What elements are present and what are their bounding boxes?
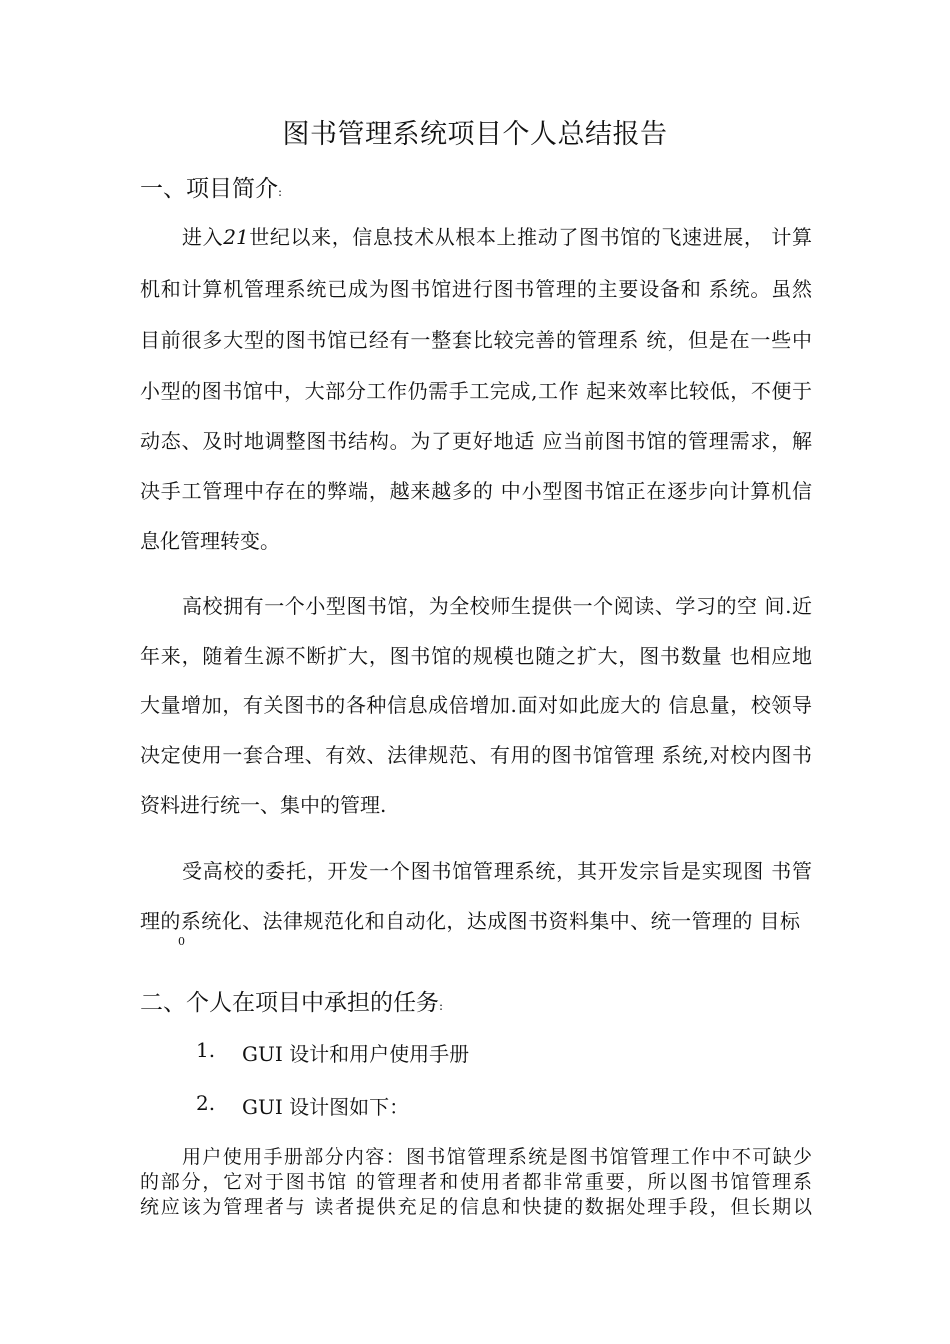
paragraph-1-line-4: 小型的图书馆中，大部分工作仍需手工完成,工作 起来效率比较低，不便于 (140, 379, 812, 403)
paragraph-3-line-1: 受高校的委托，开发一个图书馆管理系统，其开发宗旨是实现图 书管 (182, 859, 812, 883)
list-item-number: 2. (196, 1091, 216, 1115)
paragraph-1-line-6: 决手工管理中存在的弊端，越来越多的 中小型图书馆正在逐步向计算机信 (140, 479, 812, 503)
p1-l1-text-b: 世纪以来，信息技术从根本上推动了图书馆的飞速进展， 计算 (248, 225, 813, 249)
paragraph-4-line-3: 统应该为管理者与 读者提供充足的信息和快捷的数据处理手段，但长期以 (140, 1196, 812, 1218)
section-heading-1 (140, 170, 282, 203)
paragraph-4-line-2: 的部分，它对于图书馆 的管理者和使用者都非常重要，所以图书馆管理系 (140, 1171, 812, 1193)
p1-l1-text-a: 进入 (182, 225, 224, 249)
section-heading-1-text: 一、项目简介 (140, 176, 278, 202)
paragraph-1-line-7: 息化管理转变。 (140, 529, 280, 553)
section-heading-2-colon: : (439, 999, 444, 1013)
section-heading-1-colon: : (278, 185, 283, 199)
paragraph-3-line-2: 理的系统化、法律规范化和自动化，达成图书资料集中、统一管理的 目标 (140, 909, 800, 933)
paragraph-1-line-1 (182, 221, 812, 250)
document-title: 图书管理系统项目个人总结报告 (282, 119, 668, 150)
list-item-number: 1. (196, 1038, 216, 1062)
paragraph-2-line-4: 决定使用一套合理、有效、法律规范、有用的图书馆管理 系统,对校内图书 (140, 743, 812, 767)
paragraph-1-line-5: 动态、及时地调整图书结构。为了更好地适 应当前图书馆的管理需求，解 (140, 429, 812, 453)
paragraph-2-line-2: 年来，随着生源不断扩大，图书馆的规模也随之扩大，图书数量 也相应地 (140, 644, 812, 668)
paragraph-4-line-1: 用户使用手册部分内容：图书馆管理系统是图书馆管理工作中不可缺少 (182, 1146, 812, 1168)
paragraph-2-line-1: 高校拥有一个小型图书馆，为全校师生提供一个阅读、学习的空 间.近 (182, 594, 812, 618)
paragraph-2-line-5: 资料进行统一、集中的管理. (140, 793, 387, 817)
paragraph-2-line-3: 大量增加，有关图书的各种信息成倍增加.面对如此庞大的 信息量，校领导 (140, 693, 812, 717)
paragraph-1-line-3: 目前很多大型的图书馆已经有一整套比较完善的管理系 统，但是在一些中 (140, 328, 812, 352)
list-item-text: GUI 设计和用户使用手册 (242, 1042, 470, 1066)
paragraph-1-line-2: 机和计算机管理系统已成为图书馆进行图书管理的主要设备和 系统。虽然 (140, 277, 812, 301)
section-heading-2 (140, 984, 443, 1017)
section-heading-2-text: 二、个人在项目中承担的任务 (140, 990, 439, 1016)
list-item-text: GUI 设计图如下： (242, 1095, 410, 1119)
paragraph-3-line-3: 0 (178, 935, 185, 948)
p1-l1-number: 21 (223, 225, 249, 249)
